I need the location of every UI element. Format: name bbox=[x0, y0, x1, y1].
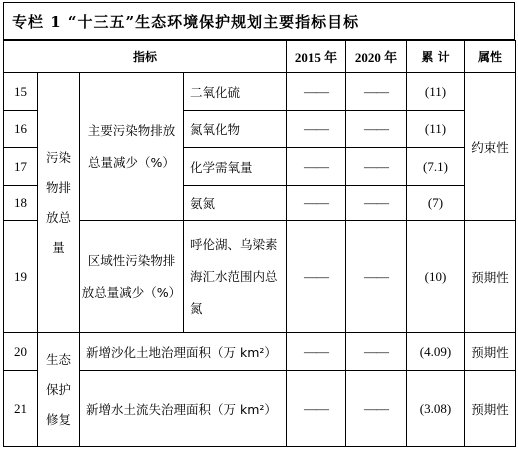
value-2020: —— bbox=[346, 148, 407, 186]
value-2020: —— bbox=[346, 371, 407, 447]
row-number: 21 bbox=[4, 371, 38, 447]
header-indicator: 指标 bbox=[4, 41, 287, 73]
category-eco bbox=[38, 333, 80, 447]
value-2015: —— bbox=[287, 111, 346, 148]
row-number: 15 bbox=[4, 73, 38, 111]
header-2015: 2015 年 bbox=[287, 41, 346, 73]
row-number: 16 bbox=[4, 111, 38, 148]
row-number: 17 bbox=[4, 148, 38, 186]
value-2015: —— bbox=[287, 333, 346, 371]
value-2020: —— bbox=[346, 333, 407, 371]
value-cumulative: (11) bbox=[407, 111, 465, 148]
value-2015: —— bbox=[287, 371, 346, 447]
header-attribute: 属性 bbox=[465, 41, 516, 73]
value-2015: —— bbox=[287, 148, 346, 186]
category-line: 保护 bbox=[45, 381, 71, 397]
attribute-expected: 预期性 bbox=[465, 333, 516, 371]
value-cumulative: (7) bbox=[407, 186, 465, 221]
table-row bbox=[4, 73, 516, 111]
category-line: 物排 bbox=[45, 179, 71, 195]
header-cumulative: 累 计 bbox=[407, 41, 465, 73]
attribute-expected: 预期性 bbox=[465, 221, 516, 333]
indicator-item: 氨氮 bbox=[184, 186, 287, 221]
row-number: 19 bbox=[4, 221, 38, 333]
header-2020: 2020 年 bbox=[346, 41, 407, 73]
value-2015: —— bbox=[287, 73, 346, 111]
row-number: 20 bbox=[4, 333, 38, 371]
table-row bbox=[4, 333, 516, 371]
value-2020: —— bbox=[346, 111, 407, 148]
category-pollution bbox=[38, 73, 80, 333]
subcategory-line: 主要污染物排放 bbox=[87, 122, 176, 138]
subcategory-total-reduction bbox=[80, 73, 184, 221]
indicator-item: 二氧化硫 bbox=[184, 73, 287, 111]
value-2015: —— bbox=[287, 221, 346, 333]
subcategory-line: 放总量减少（%） bbox=[81, 284, 182, 300]
indicator-table bbox=[3, 40, 516, 447]
category-line: 生态 bbox=[45, 351, 71, 367]
value-2020: —— bbox=[346, 186, 407, 221]
value-2020: —— bbox=[346, 73, 407, 111]
category-line: 放总 bbox=[45, 209, 71, 225]
indicator-item: 氮氧化物 bbox=[184, 111, 287, 148]
table-row bbox=[4, 371, 516, 447]
table-header-row bbox=[4, 41, 516, 73]
attribute-expected: 预期性 bbox=[465, 371, 516, 447]
indicator-line: 海汇水范围内总 bbox=[190, 268, 278, 284]
indicator-item: 化学需氧量 bbox=[184, 148, 287, 186]
indicator-item bbox=[184, 221, 287, 333]
row-number: 18 bbox=[4, 186, 38, 221]
category-line: 量 bbox=[52, 239, 65, 255]
category-line: 修复 bbox=[45, 411, 71, 427]
category-line: 污染 bbox=[45, 149, 71, 165]
indicator-item: 新增水土流失治理面积（万 km²） bbox=[80, 371, 287, 447]
value-cumulative: (7.1) bbox=[407, 148, 465, 186]
subcategory-regional-reduction bbox=[80, 221, 184, 333]
value-2020: —— bbox=[346, 221, 407, 333]
indicator-line: 呼伦湖、乌梁素 bbox=[190, 236, 278, 252]
indicator-item: 新增沙化土地治理面积（万 km²） bbox=[80, 333, 287, 371]
subcategory-line: 总量减少（%） bbox=[88, 154, 175, 170]
value-cumulative: (3.08) bbox=[407, 371, 465, 447]
table-title: 专栏 1 “十三五”生态环境保护规划主要指标目标 bbox=[3, 2, 515, 40]
value-2015: —— bbox=[287, 186, 346, 221]
value-cumulative: (10) bbox=[407, 221, 465, 333]
value-cumulative: (11) bbox=[407, 73, 465, 111]
subcategory-line: 区域性污染物排 bbox=[87, 252, 176, 268]
value-cumulative: (4.09) bbox=[407, 333, 465, 371]
table-row bbox=[4, 221, 516, 333]
attribute-binding: 约束性 bbox=[465, 73, 516, 221]
indicator-line: 氮 bbox=[190, 300, 203, 316]
